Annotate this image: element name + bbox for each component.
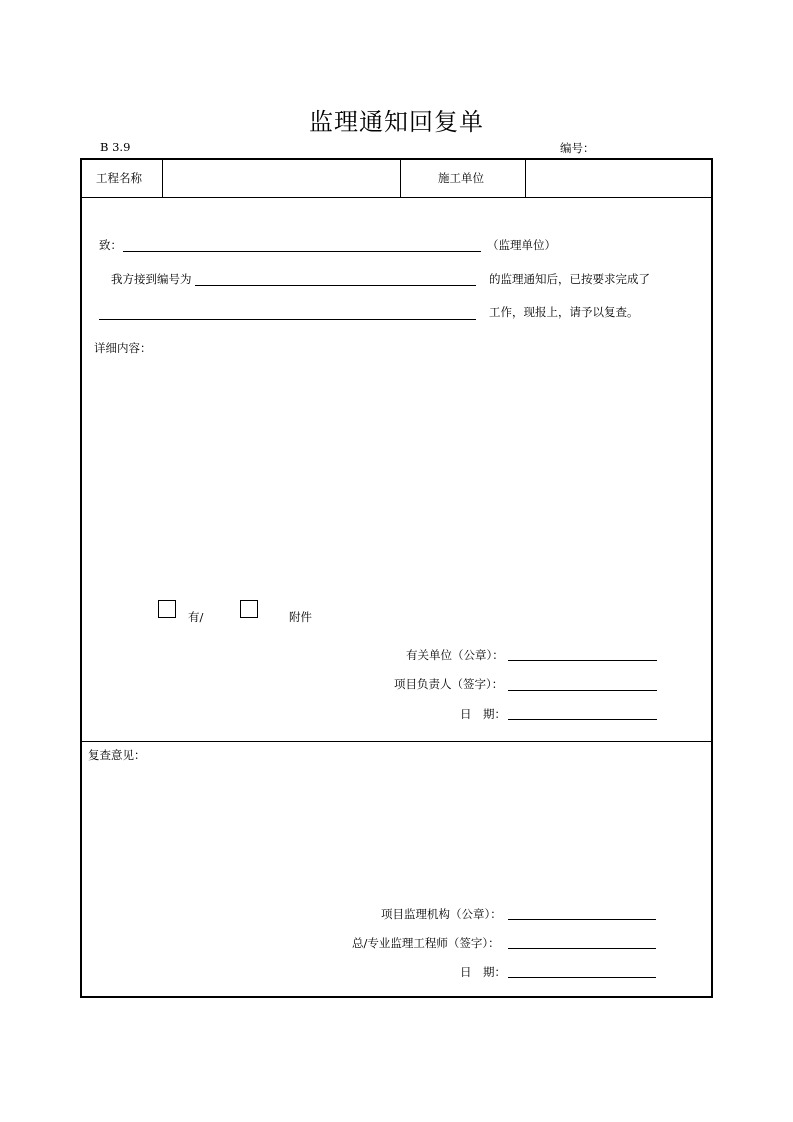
review-date-label: 日 期： bbox=[460, 965, 506, 979]
review-opinion-label: 复查意见： bbox=[88, 748, 146, 762]
project-name-label: 工程名称 bbox=[96, 171, 142, 185]
number-label: 编号： bbox=[560, 141, 595, 155]
date-label: 日 期： bbox=[460, 707, 506, 721]
attachment-checkbox[interactable] bbox=[240, 600, 258, 618]
review-opinion-textarea[interactable] bbox=[88, 768, 698, 897]
row-divider bbox=[82, 741, 711, 742]
details-label: 详细内容： bbox=[94, 341, 152, 355]
manager-sign-input[interactable] bbox=[509, 673, 659, 692]
org-seal-label: 项目监理机构（公章）： bbox=[381, 907, 502, 921]
row-divider bbox=[82, 197, 711, 198]
details-textarea[interactable] bbox=[94, 360, 698, 584]
notice-number-input[interactable] bbox=[196, 267, 478, 287]
project-name-input[interactable] bbox=[164, 162, 398, 194]
unit-seal-input[interactable] bbox=[509, 643, 659, 662]
contractor-input[interactable] bbox=[527, 162, 711, 194]
has-label: 有/ bbox=[188, 610, 204, 624]
date-input[interactable] bbox=[509, 702, 659, 721]
engineer-sign-input[interactable] bbox=[509, 931, 658, 950]
has-checkbox[interactable] bbox=[158, 600, 176, 618]
cell-divider bbox=[162, 160, 163, 197]
supervisor-unit-input[interactable] bbox=[124, 233, 483, 253]
page-title: 监理通知回复单 bbox=[309, 108, 484, 136]
work-suffix: 工作，现报上，请予以复查。 bbox=[489, 305, 639, 319]
manager-sign-label: 项目负责人（签字）： bbox=[394, 677, 504, 691]
to-label: 致： bbox=[99, 238, 122, 252]
received-suffix: 的监理通知后，已按要求完成了 bbox=[489, 272, 650, 286]
unit-seal-label: 有关单位（公章）： bbox=[406, 648, 504, 662]
cell-divider bbox=[400, 160, 401, 197]
review-date-input[interactable] bbox=[509, 960, 658, 979]
contractor-label: 施工单位 bbox=[438, 171, 484, 185]
org-seal-input[interactable] bbox=[509, 902, 658, 921]
cell-divider bbox=[525, 160, 526, 197]
supervisor-unit-label: （监理单位） bbox=[487, 238, 556, 252]
attachment-label: 附件 bbox=[289, 610, 312, 624]
form-code: B 3.9 bbox=[100, 140, 131, 154]
work-input[interactable] bbox=[100, 301, 478, 321]
received-prefix: 我方接到编号为 bbox=[111, 272, 192, 286]
engineer-sign-label: 总/专业监理工程师（签字）： bbox=[352, 936, 500, 950]
